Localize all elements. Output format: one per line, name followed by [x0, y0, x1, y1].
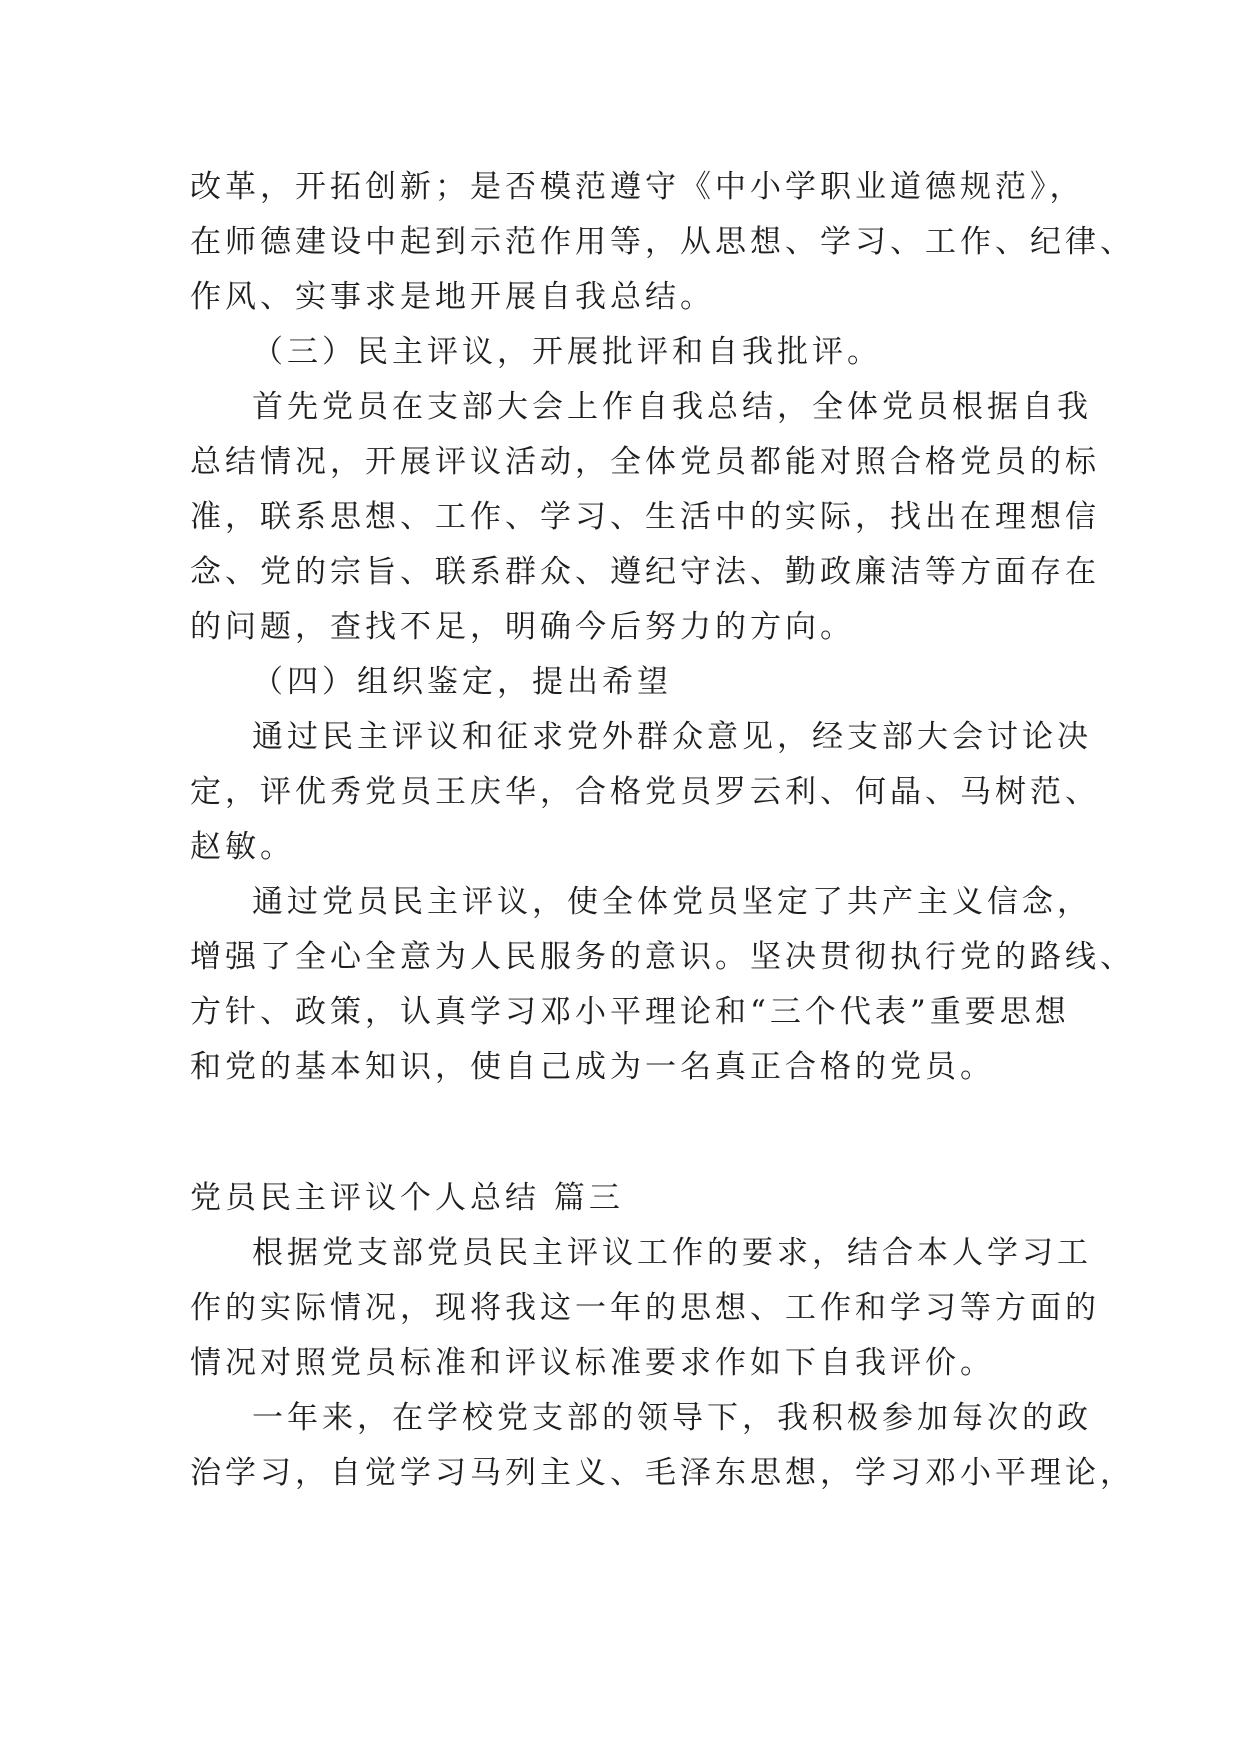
- paragraph-line: 念、党的宗旨、联系群众、遵纪守法、勤政廉洁等方面存在: [190, 554, 1100, 590]
- paragraph-line: 改革，开拓创新；是否模范遵守《中小学职业道德规范》，: [190, 169, 1085, 205]
- paragraph-line: 增强了全心全意为人民服务的意识。坚决贯彻执行党的路线、: [190, 939, 1135, 975]
- paragraph-line: 作风、实事求是地开展自我总结。: [190, 279, 715, 315]
- paragraph-line: 情况对照党员标准和评议标准要求作如下自我评价。: [190, 1345, 995, 1381]
- paragraph-line: 通过民主评议和征求党外群众意见，经支部大会讨论决: [252, 719, 1092, 755]
- document-body: [190, 160, 1135, 1501]
- paragraph-line: 方针、政策，认真学习邓小平理论和“三个代表”重要思想: [190, 994, 1070, 1030]
- paragraph-line: 治学习，自觉学习马列主义、毛泽东思想，学习邓小平理论，: [190, 1455, 1135, 1491]
- paragraph-line: 作的实际情况，现将我这一年的思想、工作和学习等方面的: [190, 1290, 1100, 1326]
- section-heading: （三）民主评议，开展批评和自我批评。: [252, 334, 882, 370]
- section-heading: （四）组织鉴定，提出希望: [252, 664, 672, 700]
- paragraph-line: 赵敏。: [190, 829, 295, 865]
- paragraph-line: 在师德建设中起到示范作用等，从思想、学习、工作、纪律、: [190, 224, 1135, 260]
- paragraph-line: 总结情况，开展评议活动，全体党员都能对照合格党员的标: [190, 444, 1100, 480]
- paragraph-line: 定，评优秀党员王庆华，合格党员罗云利、何晶、马树范、: [190, 774, 1100, 810]
- paragraph-line: 首先党员在支部大会上作自我总结，全体党员根据自我: [252, 389, 1092, 425]
- paragraph-line: 根据党支部党员民主评议工作的要求，结合本人学习工: [252, 1235, 1092, 1271]
- paragraph-line: 和党的基本知识，使自己成为一名真正合格的党员。: [190, 1049, 995, 1085]
- paragraph-line: 准，联系思想、工作、学习、生活中的实际，找出在理想信: [190, 499, 1100, 535]
- paragraph-line: 的问题，查找不足，明确今后努力的方向。: [190, 609, 855, 645]
- paragraph-line: 通过党员民主评议，使全体党员坚定了共产主义信念，: [252, 884, 1092, 920]
- paragraph-line: 一年来，在学校党支部的领导下，我积极参加每次的政: [252, 1400, 1092, 1436]
- section-gap: [190, 1095, 1070, 1171]
- article-title: 党员民主评议个人总结 篇三: [190, 1180, 624, 1216]
